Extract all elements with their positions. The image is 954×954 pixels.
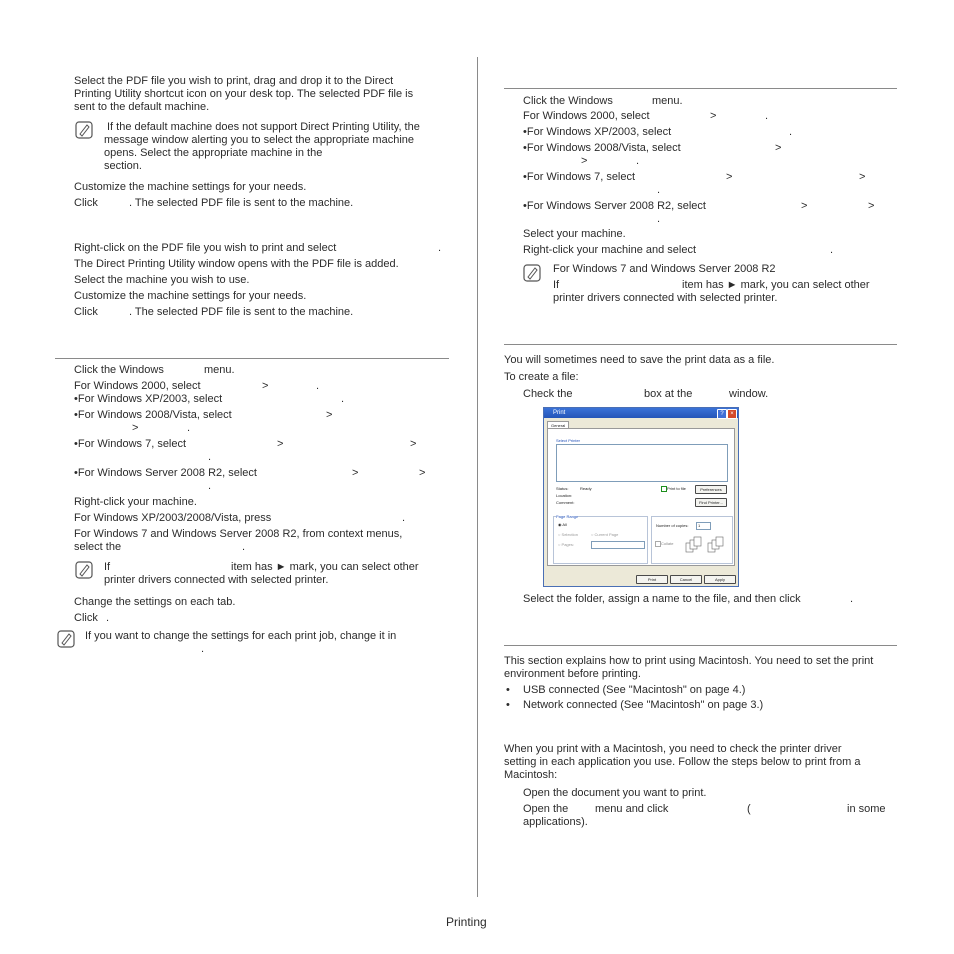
step-text: •For Windows XP/2003, select xyxy=(74,393,223,405)
step-text: For Windows 2000, select xyxy=(523,110,650,122)
bullet: • xyxy=(506,684,510,696)
paragraph-line: This section explains how to print using Macintosh. You need to set the print xyxy=(504,655,874,667)
step-text: •For Windows 7, select xyxy=(74,438,187,450)
paragraph-line: environment before printing. xyxy=(504,668,641,680)
step-text: > xyxy=(859,171,866,183)
step-text: Change the settings on each tab. xyxy=(74,596,236,608)
step-text: > xyxy=(710,110,717,122)
collate-label: Collate xyxy=(661,541,674,546)
step-text: . xyxy=(765,110,769,122)
step-text: > xyxy=(277,438,284,450)
step-text: > xyxy=(775,142,782,154)
print-to-file-label: Print to file xyxy=(667,486,686,491)
list-item: USB connected (See "Macintosh" on page 4.) xyxy=(523,684,746,696)
section-divider xyxy=(504,88,897,89)
step-text: . xyxy=(830,244,834,256)
step-text: . xyxy=(636,155,640,167)
note-line: item has ► mark, you can select other xyxy=(682,279,870,291)
step-text: menu and click xyxy=(595,803,669,815)
radio-all[interactable]: ◉ All xyxy=(558,522,567,527)
step-text: box at the xyxy=(644,388,693,400)
page-range-label: Page Range xyxy=(556,514,579,519)
print-dialog xyxy=(543,407,739,587)
step-text: . xyxy=(438,242,442,254)
step-text: •For Windows Server 2008 R2, select xyxy=(523,200,706,212)
note-icon xyxy=(57,630,75,648)
step-text: •For Windows Server 2008 R2, select xyxy=(74,467,257,479)
note-icon xyxy=(75,561,93,579)
radio-pages[interactable]: ○ Pages: xyxy=(558,542,574,547)
note-line: message window alerting you to select the appropriate machine xyxy=(104,134,415,146)
step-text: > xyxy=(801,200,808,212)
note-line: If xyxy=(104,561,111,573)
comment-label: Comment: xyxy=(556,500,575,505)
section-divider xyxy=(55,358,449,359)
step-text: For Windows 7 and Windows Server 2008 R2, from context menus, xyxy=(74,528,403,540)
step-text: . xyxy=(208,451,212,463)
step-text: applications). xyxy=(523,816,588,828)
step-text: Select the folder, assign a name to the file, and then click xyxy=(523,593,801,605)
tip-line: . xyxy=(201,643,205,655)
section-divider xyxy=(504,645,897,646)
dialog-title-bar xyxy=(544,408,738,418)
preferences-button[interactable]: Preferences xyxy=(695,485,727,494)
step-text: •For Windows 2008/Vista, select xyxy=(74,409,232,421)
tip-line: If you want to change the settings for each print job, change it in xyxy=(85,630,397,642)
paragraph-line: When you print with a Macintosh, you need to check the printer driver xyxy=(504,743,842,755)
step-text: menu. xyxy=(204,364,235,376)
copies-label: Number of copies: xyxy=(656,523,689,528)
note-line: opens. Select the appropriate machine in the xyxy=(104,147,323,159)
pages-label: Pages: xyxy=(561,542,574,547)
step-text: > xyxy=(352,467,359,479)
step-text: Right-click your machine and select xyxy=(523,244,697,256)
paragraph-line: setting in each application you use. Follow the steps below to print from a xyxy=(504,756,861,768)
step-text: Click the Windows xyxy=(74,364,164,376)
step-text: . xyxy=(789,126,793,138)
step-text: > xyxy=(581,155,588,167)
step-text: > xyxy=(132,422,139,434)
step-text: select the xyxy=(74,541,122,553)
step-text: . xyxy=(208,480,212,492)
close-icon[interactable]: × xyxy=(727,409,737,419)
step-text: . The selected PDF file is sent to the machine. xyxy=(129,306,354,318)
note-line: If the default machine does not support Direct Printing Utility, the xyxy=(107,121,420,133)
step-text: . xyxy=(402,512,406,524)
column-divider xyxy=(477,57,478,897)
step-text: •For Windows 7, select xyxy=(523,171,636,183)
step-text: Click xyxy=(74,612,98,624)
paragraph-line: Macintosh: xyxy=(504,769,558,781)
step-text: > xyxy=(410,438,417,450)
pages-input[interactable] xyxy=(591,541,645,549)
note-icon xyxy=(523,264,541,282)
step-text: . The selected PDF file is sent to the machine. xyxy=(129,197,354,209)
cancel-button[interactable]: Cancel xyxy=(670,575,702,584)
step-text: > xyxy=(262,380,269,392)
status-label: Status: xyxy=(556,486,569,491)
step-text: > xyxy=(868,200,875,212)
step-text: > xyxy=(326,409,333,421)
step-text: > xyxy=(726,171,733,183)
selection-label: Selection xyxy=(561,532,578,537)
select-printer-label: Select Printer xyxy=(556,438,581,443)
note-line: For Windows 7 and Windows Server 2008 R2 xyxy=(553,263,776,275)
step-text: . xyxy=(657,213,661,225)
step-text: •For Windows 2008/Vista, select xyxy=(523,142,681,154)
find-printer-button[interactable]: Find Printer... xyxy=(695,498,727,507)
location-label: Location: xyxy=(556,493,573,498)
printer-list[interactable] xyxy=(556,444,728,482)
step-text: Open the xyxy=(523,803,569,815)
section-divider xyxy=(504,344,897,345)
step-text: . xyxy=(657,184,661,196)
step-text: . xyxy=(187,422,191,434)
step-text: . xyxy=(316,380,320,392)
step-text: Open the document you want to print. xyxy=(523,787,707,799)
step-text: The Direct Printing Utility window opens with the PDF file is added. xyxy=(74,258,399,270)
step-text: menu. xyxy=(652,95,683,107)
step-text: in some xyxy=(847,803,886,815)
help-icon[interactable]: ? xyxy=(717,409,727,419)
note-line: If xyxy=(553,279,560,291)
note-line: item has ► mark, you can select other xyxy=(231,561,419,573)
apply-button[interactable]: Apply xyxy=(704,575,736,584)
step-text: •For Windows XP/2003, select xyxy=(523,126,672,138)
radio-selection[interactable]: ○ Selection xyxy=(558,532,578,537)
note-line: section. xyxy=(104,160,142,172)
paragraph-line: Printing Utility shortcut icon on your desk top. The selected PDF file is xyxy=(74,88,414,100)
current-page-label: Current Page xyxy=(594,532,619,537)
step-text: Customize the machine settings for your needs. xyxy=(74,290,307,302)
note-icon xyxy=(75,121,93,139)
tab-general[interactable]: General xyxy=(547,421,569,429)
collate-pages-icon xyxy=(684,535,730,557)
step-text: . xyxy=(341,393,345,405)
step-text: . xyxy=(850,593,854,605)
step-text: Right-click on the PDF file you wish to print and select xyxy=(74,242,337,254)
step-text: . xyxy=(106,612,110,624)
status-value: Ready xyxy=(580,486,592,491)
paragraph-line: Select the PDF file you wish to print, drag and drop it to the Direct xyxy=(74,75,394,87)
step-text: Click the Windows xyxy=(523,95,613,107)
list-item: Network connected (See "Macintosh" on page 3.) xyxy=(523,699,764,711)
print-button[interactable]: Print xyxy=(636,575,668,584)
step-text: Check the xyxy=(523,388,573,400)
all-label: All xyxy=(562,522,567,527)
bullet: • xyxy=(506,699,510,711)
copies-input[interactable]: 1 xyxy=(696,522,711,530)
step-text: For Windows XP/2003/2008/Vista, press xyxy=(74,512,272,524)
step-text: Customize the machine settings for your needs. xyxy=(74,181,307,193)
step-text: ( xyxy=(747,803,751,815)
step-text: window. xyxy=(729,388,769,400)
page-footer: Printing xyxy=(446,915,487,929)
dialog-title: Print xyxy=(553,410,566,416)
paragraph-line: To create a file: xyxy=(504,371,579,383)
step-text: Click xyxy=(74,306,98,318)
step-text: > xyxy=(419,467,426,479)
step-text: Right-click your machine. xyxy=(74,496,197,508)
step-text: For Windows 2000, select xyxy=(74,380,201,392)
step-text: . xyxy=(242,541,246,553)
note-line: printer drivers connected with selected printer. xyxy=(553,292,778,304)
step-text: Select your machine. xyxy=(523,228,626,240)
page-range-group xyxy=(553,516,648,564)
paragraph-line: You will sometimes need to save the print data as a file. xyxy=(504,354,775,366)
radio-current-page[interactable]: ○ Current Page xyxy=(591,532,619,537)
paragraph-line: sent to the default machine. xyxy=(74,101,210,113)
step-text: Select the machine you wish to use. xyxy=(74,274,250,286)
step-text: Click xyxy=(74,197,98,209)
note-line: printer drivers connected with selected printer. xyxy=(104,574,329,586)
